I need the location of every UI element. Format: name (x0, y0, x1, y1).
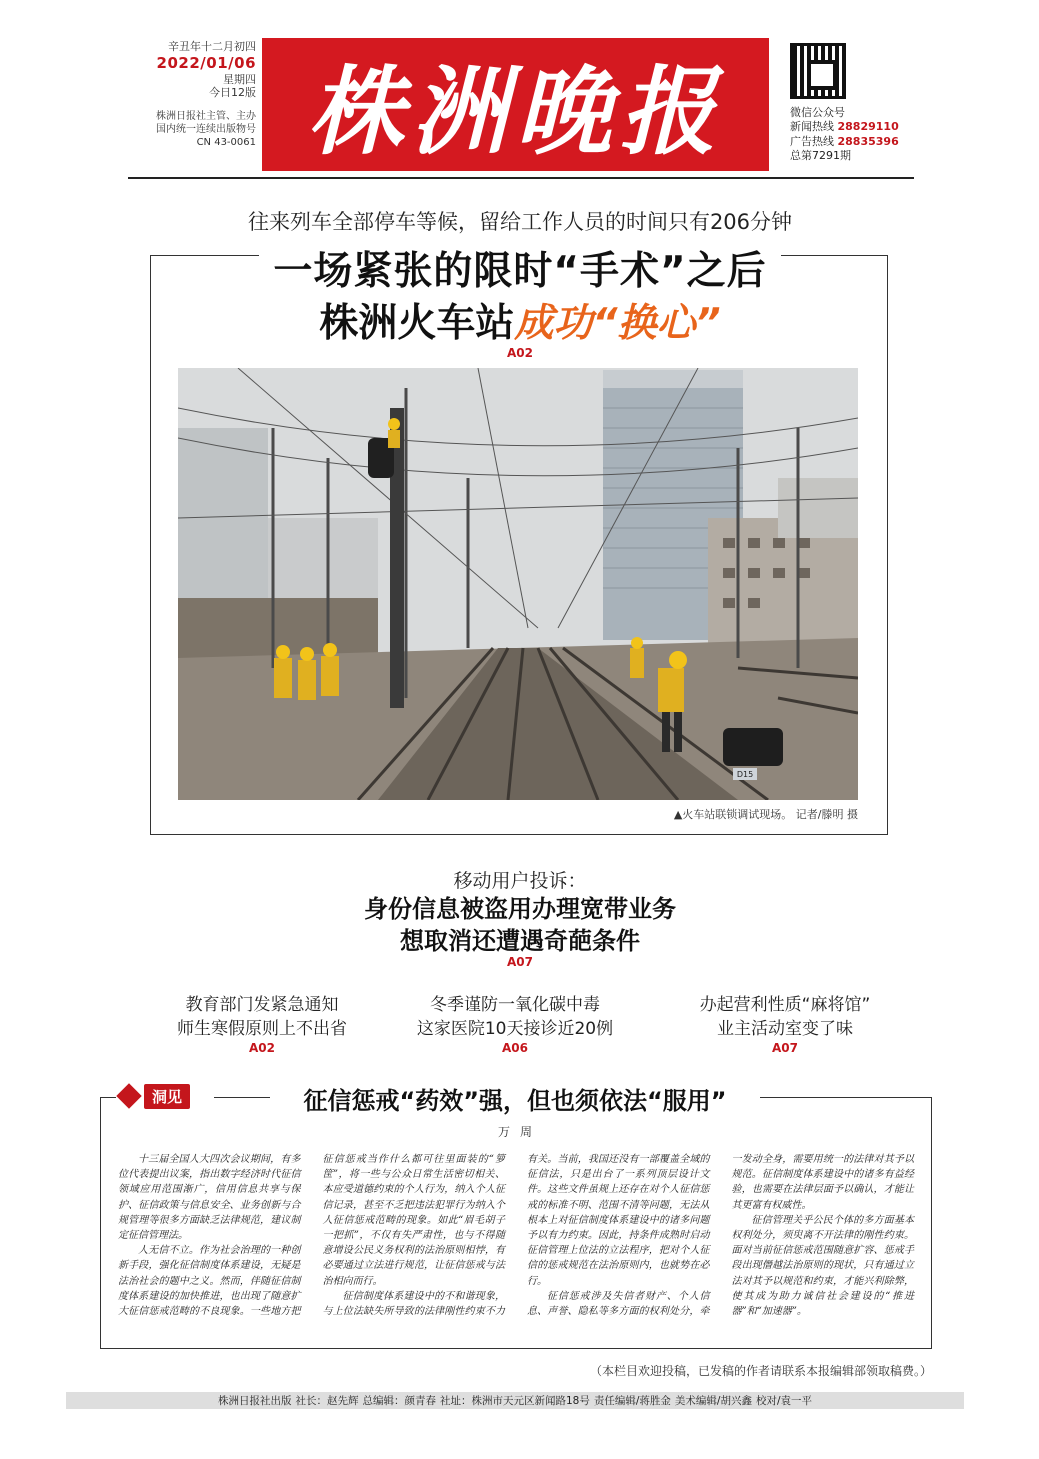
column-tag (116, 1081, 214, 1111)
brief-line: 这家医院10天接诊近20例 (416, 1018, 614, 1039)
footer-chief-editor: 总编辑：颜青春 (362, 1395, 436, 1407)
footer-duty-editor: 责任编辑/蒋胜金 (593, 1395, 671, 1407)
lead-headline-plain: 株洲火车站 (319, 301, 515, 346)
lead-headline-2[interactable] (150, 292, 890, 348)
wechat-label: 微信公众号 (790, 106, 845, 119)
brief-page-ref: A02 (249, 1040, 275, 1055)
publisher-line: 国内统一连续出版物号 (156, 124, 256, 135)
brief-line: 师生寒假原则上不出省 (177, 1018, 347, 1039)
issue-number: 总第7291期 (790, 148, 851, 162)
brief-item[interactable] (650, 994, 920, 1055)
footer-art-editor: 美术编辑/胡兴鑫 (674, 1395, 752, 1407)
brief-item[interactable] (127, 994, 397, 1055)
footer-proofreader: 校对/袁一平 (755, 1395, 812, 1407)
railway-photo (178, 368, 858, 800)
footer-address: 社址：株洲市天元区新闻路18号 (439, 1395, 590, 1407)
brief-line: 业主活动室变了味 (717, 1018, 853, 1039)
lunar-date: 辛丑年十二月初四 (168, 40, 256, 53)
ad-hotline-number: 28835396 (837, 134, 899, 148)
story2-headline-line1: 身份信息被盗用办理宽带业务 (364, 895, 676, 923)
lead-page-ref[interactable]: A02 (507, 346, 533, 360)
story2-page-ref[interactable]: A07 (507, 955, 533, 969)
publisher-line: 株洲日报社主管、主办 (156, 111, 256, 122)
brief-item[interactable] (380, 994, 650, 1055)
column-title[interactable]: 征信惩戒“药效”强，但也须依法“服用” (270, 1081, 760, 1116)
photo-caption: ▲火车站联锁调试现场。 记者/滕明 摄 (673, 808, 858, 821)
masthead-info-right (790, 106, 899, 163)
news-hotline (790, 120, 899, 134)
brief-page-ref: A07 (772, 1040, 798, 1055)
footer-bar (66, 1392, 964, 1409)
column-tag-label: 洞见 (144, 1084, 190, 1109)
brief-line: 冬季谨防一氧化碳中毒 (430, 995, 600, 1015)
story2-kicker: 移动用户投诉： (453, 870, 587, 892)
story2-headline-line2: 想取消还遭遇奇葩条件 (400, 927, 640, 956)
column-paragraph: 征信管理关乎公民个体的多方面基本权利处分，须臾离不开法律的刚性约束。面对当前征信惩戒范围随意扩容、惩戒手段出现僭越法治原则的现状，只有通过立法对其予以规范和约束，才能兴利除弊，使其成为助力诚信社会建设的“推进器”和“加速器”。 (731, 1214, 914, 1317)
column-paragraph: 十三届全国人大四次会议期间，有多位代表提出议案，指出数字经济时代征信领域应用范围渐广，信用信息共享与保护、征信政策与信息安全、业务创新与合规管理等很多方面缺乏法律规范，建议制定征信管理法。 (118, 1154, 301, 1241)
news-hotline-label: 新闻热线 (790, 120, 834, 134)
qr-code-icon[interactable] (790, 43, 846, 99)
ad-hotline (790, 135, 899, 149)
publisher-info (128, 110, 256, 149)
column-paragraph: 征信制度体系建设中的不和谐现象，与上位法缺失所导致的法律刚性约束不力有关。当前，我国还没有一部覆盖全域的征信法，只是出台了一系列顶层设计文件。这些文件虽规上还存在对个人征信惩戒的标准不明、范围不清等问题，无法从根本上对征信制度体系建设中的诸多问题予以有力约束。因此，持条件成熟时启动征信管理上位法的立法程序，把对个人征信的惩戒规范在法治原则内，也就势在必行。 (322, 1154, 710, 1317)
column-author: 万周 (497, 1125, 542, 1139)
brief-line: 教育部门发紧急通知 (185, 995, 339, 1015)
publisher-line: CN 43-0061 (196, 137, 256, 148)
edition-count: 今日12版 (209, 86, 256, 100)
footer-publisher: 株洲日报社出版 (217, 1395, 292, 1407)
footer-president: 社长：赵先辉 (295, 1395, 359, 1407)
column-paragraph: 征信惩戒涉及失信者财产、个人信息、声誉、隐私等多方面的权利处分，牵一发动全身，需要用统一的法律对其予以规范。征信制度体系建设中的诸多有益经验，也需要在法律层面予以确认，才能让其更富有权威性。 (527, 1154, 914, 1317)
masthead-divider (128, 177, 914, 179)
story2-headline[interactable] (150, 893, 890, 958)
issue-date: 2022/01/06 (156, 53, 256, 72)
column-note: （本栏目欢迎投稿，已发稿的作者请联系本报编辑部领取稿费。） (589, 1364, 932, 1378)
news-hotline-number: 28829110 (837, 120, 899, 134)
newspaper-logo: 株洲晚报 (262, 38, 769, 171)
column-paragraph: 人无信不立。作为社会治理的一种创新手段，强化征信制度体系建设，无疑是法治社会的题中之义。然而，伴随征信制度体系建设的加快推进，也出现了随意扩大征信惩戒范畴的不良现象。一些地方把征信惩戒当作什么都可往里面装的“箩筐”，将一些与公众日常生活密切相关、本应受道德约束的个人行为，纳入个人征信记录，甚至不乏把违法犯罪行为纳入个人征信惩戒范畴的现象。如此“眉毛胡子一把抓”，不仅有失严肃性，也与不得随意增设公民义务权利的法治原则相悖，有必要通过立法进行规范，让征信惩戒与法治相向而行。 (118, 1154, 505, 1317)
lead-headline[interactable] (150, 240, 890, 296)
brief-page-ref: A06 (502, 1040, 528, 1055)
diamond-icon (116, 1083, 141, 1108)
ad-hotline-label: 广告热线 (790, 134, 834, 148)
signal-plate: D15 (736, 770, 754, 779)
lead-kicker: 往来列车全部停车等候，留给工作人员的时间只有206分钟 (247, 210, 793, 234)
weekday: 星期四 (223, 72, 256, 86)
masthead-info-left (128, 40, 256, 149)
brief-line: 办起营利性质“麻将馆” (699, 995, 871, 1015)
lead-headline-accent: 成功“换心” (514, 301, 721, 346)
lead-headline-line1: 一场紧张的限时“手术”之后 (259, 249, 780, 294)
column-body (118, 1152, 914, 1340)
